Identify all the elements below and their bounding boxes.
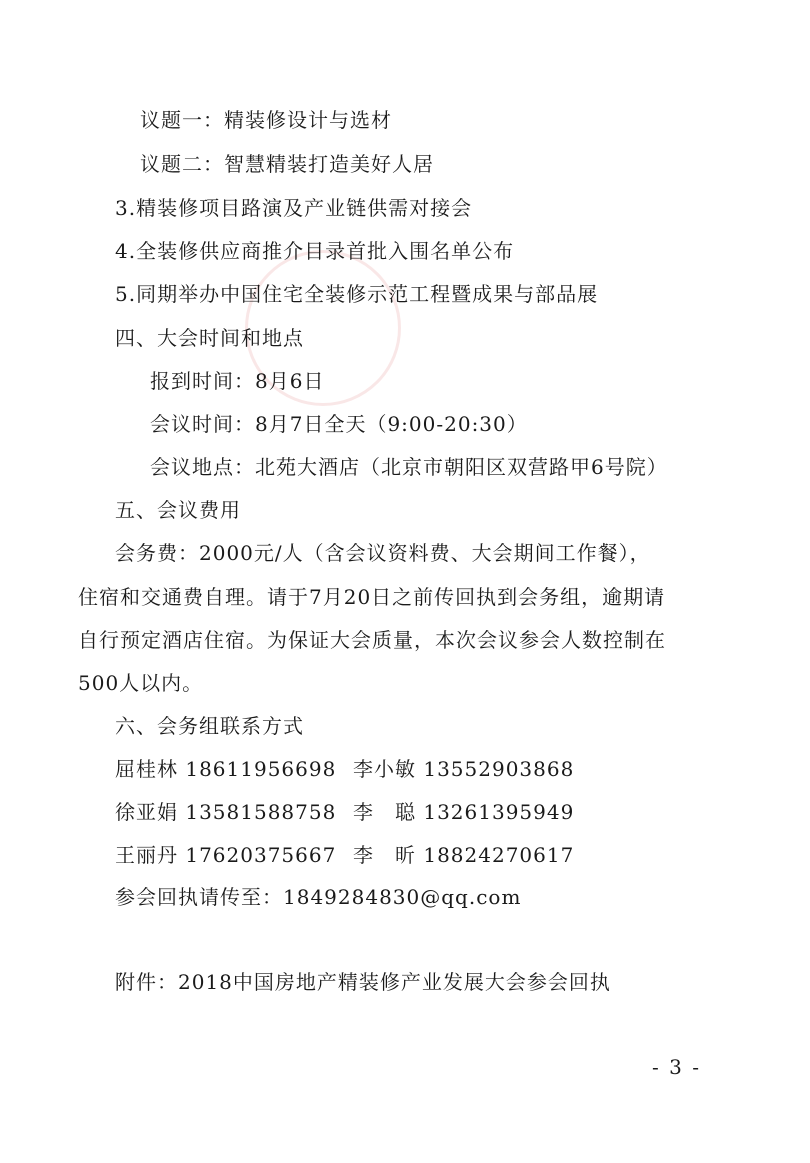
contact-phone: 17620375667 bbox=[185, 843, 337, 867]
contact-item bbox=[115, 799, 336, 825]
contact-name: 王丽丹 bbox=[115, 843, 178, 867]
contact-name: 李小敏 bbox=[353, 757, 416, 781]
contact-name: 李 聪 bbox=[353, 800, 416, 824]
section-4-heading: 四、大会时间和地点 bbox=[115, 326, 304, 350]
receipt-email-line: 参会回执请传至：1849284830@qq.com bbox=[115, 885, 522, 909]
agenda-topic-2: 议题二：智慧精装打造美好人居 bbox=[140, 152, 434, 176]
fee-line-2: 住宿和交通费自理。请于7月20日之前传回执到会务组，逾期请 bbox=[78, 585, 666, 609]
meeting-venue: 会议地点：北苑大酒店（北京市朝阳区双营路甲6号院） bbox=[150, 455, 668, 479]
contact-phone: 18824270617 bbox=[423, 843, 575, 867]
section-6-heading: 六、会务组联系方式 bbox=[115, 714, 304, 738]
contact-name: 李 昕 bbox=[353, 843, 416, 867]
page-number: - 3 - bbox=[652, 1055, 701, 1079]
contact-item bbox=[353, 799, 574, 825]
contact-phone: 13261395949 bbox=[423, 800, 575, 824]
meeting-time: 会议时间：8月7日全天（9:00-20:30） bbox=[150, 412, 528, 436]
agenda-item-5: 5.同期举办中国住宅全装修示范工程暨成果与部品展 bbox=[115, 282, 599, 306]
section-5-heading: 五、会议费用 bbox=[115, 498, 241, 522]
fee-line-1: 会务费：2000元/人（含会议资料费、大会期间工作餐）， bbox=[115, 541, 651, 565]
agenda-topic-1: 议题一：精装修设计与选材 bbox=[140, 108, 392, 132]
agenda-item-3: 3.精装修项目路演及产业链供需对接会 bbox=[115, 196, 473, 220]
contact-item bbox=[353, 756, 574, 782]
attachment-line: 附件：2018中国房地产精装修产业发展大会参会回执 bbox=[115, 970, 611, 994]
contact-item bbox=[115, 842, 336, 868]
contact-name: 徐亚娟 bbox=[115, 800, 178, 824]
fee-line-4: 500人以内。 bbox=[78, 671, 204, 695]
contact-item bbox=[353, 842, 574, 868]
fee-line-3: 自行预定酒店住宿。为保证大会质量，本次会议参会人数控制在 bbox=[78, 628, 666, 652]
contact-name: 屈桂林 bbox=[115, 757, 178, 781]
contact-item bbox=[115, 756, 336, 782]
agenda-item-4: 4.全装修供应商推介目录首批入围名单公布 bbox=[115, 239, 515, 263]
checkin-time: 报到时间：8月6日 bbox=[150, 369, 325, 393]
contact-phone: 18611956698 bbox=[185, 757, 337, 781]
contact-phone: 13552903868 bbox=[423, 757, 575, 781]
contact-phone: 13581588758 bbox=[185, 800, 337, 824]
